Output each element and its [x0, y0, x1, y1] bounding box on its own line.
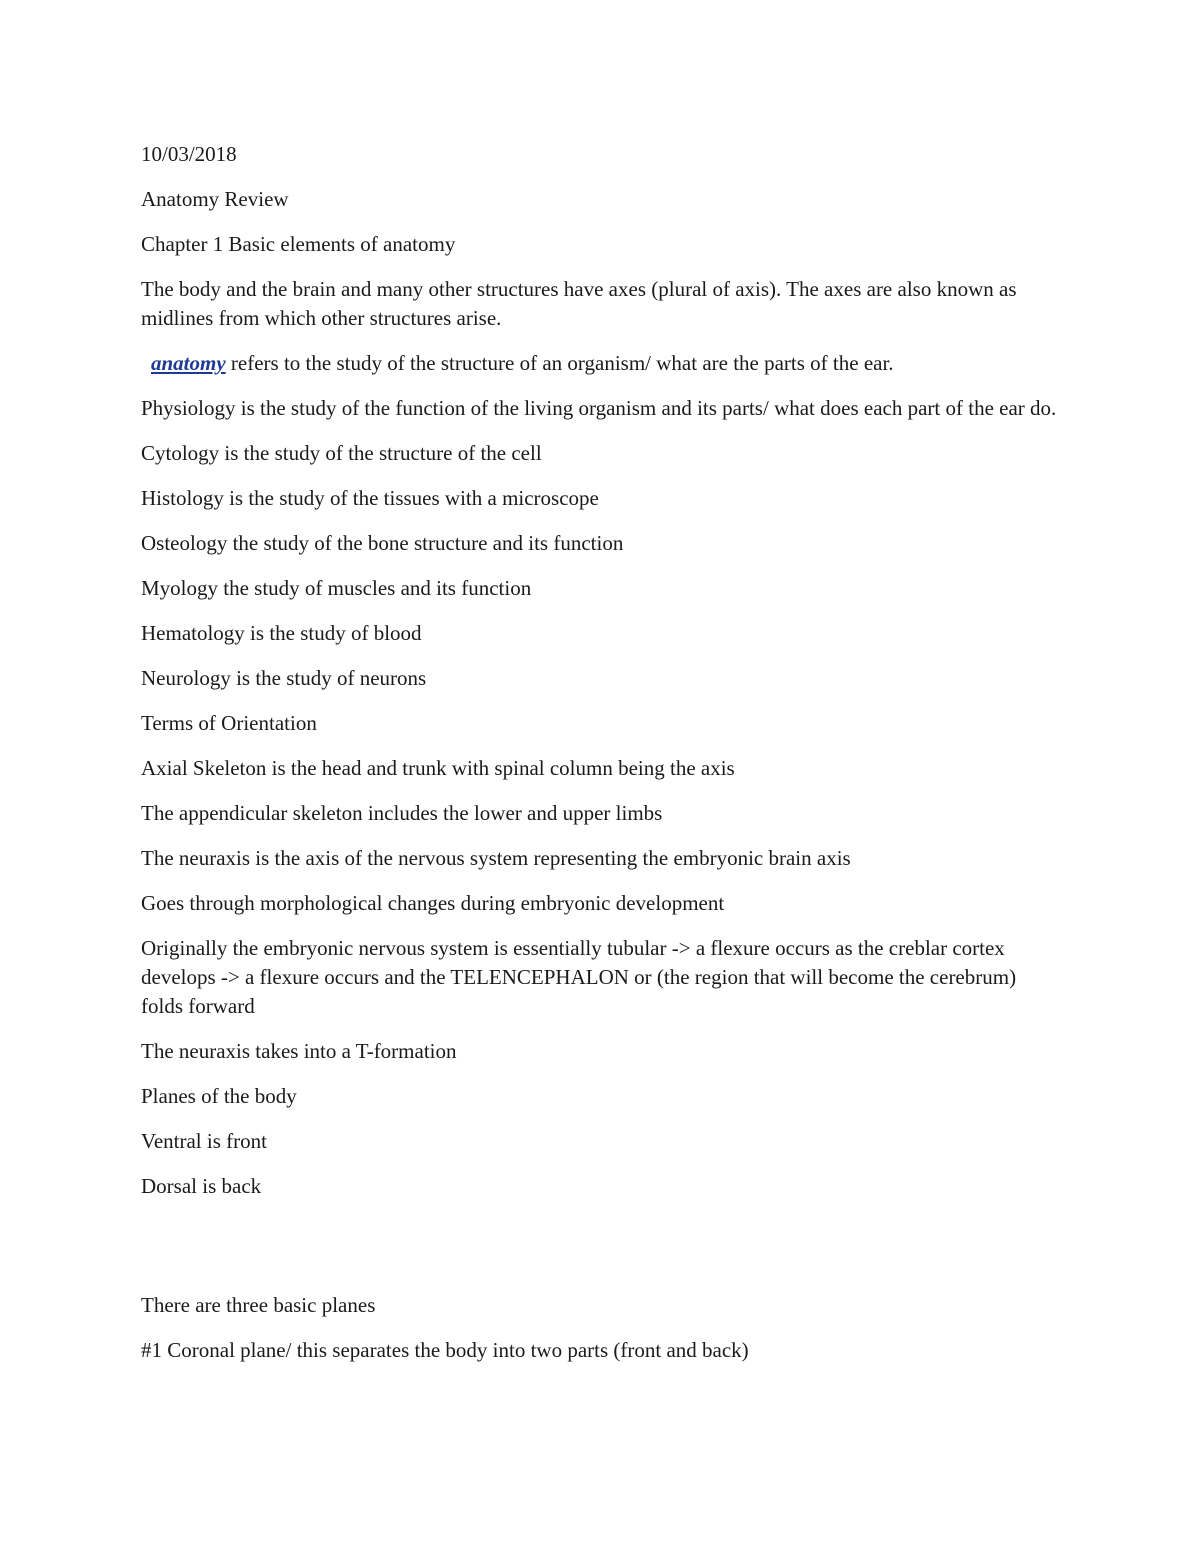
- appendicular-skeleton-line: The appendicular skeleton includes the lower and upper limbs: [141, 801, 663, 825]
- chapter-heading: Chapter 1 Basic elements of anatomy: [141, 232, 456, 256]
- embryonic-system-paragraph: Originally the embryonic nervous system is essentially tubular -> a flexure occurs as the creblar cortex develops -> a flexure occurs and the TELENCEPHALON or (the region that will become the cerebrum) folds forward: [141, 936, 1017, 1018]
- axes-paragraph: The body and the brain and many other structures have axes (plural of axis). The axes are also known as midlines from which other structures arise.: [141, 277, 1017, 330]
- orientation-heading: Terms of Orientation: [141, 711, 317, 735]
- cytology-line: Cytology is the study of the structure of the cell: [141, 441, 542, 465]
- physiology-line: Physiology is the study of the function of the living organism and its parts/ what does each part of the ear do.: [141, 396, 1057, 420]
- anatomy-definition: refers to the study of the structure of an organism/ what are the parts of the ear.: [225, 351, 894, 375]
- document-title: Anatomy Review: [141, 187, 289, 211]
- dorsal-line: Dorsal is back: [141, 1174, 262, 1198]
- three-planes-line: There are three basic planes: [141, 1293, 376, 1317]
- document-date: 10/03/2018: [141, 142, 237, 166]
- osteology-line: Osteology the study of the bone structure and its function: [141, 531, 624, 555]
- ventral-line: Ventral is front: [141, 1129, 267, 1153]
- axial-skeleton-line: Axial Skeleton is the head and trunk with spinal column being the axis: [141, 756, 735, 780]
- histology-line: Histology is the study of the tissues with a microscope: [141, 486, 599, 510]
- hematology-line: Hematology is the study of blood: [141, 621, 422, 645]
- coronal-plane-line: #1 Coronal plane/ this separates the body into two parts (front and back): [141, 1338, 749, 1362]
- neuraxis-line: The neuraxis is the axis of the nervous system representing the embryonic brain axis: [141, 846, 851, 870]
- anatomy-definition-line: [141, 349, 1061, 378]
- t-formation-line: The neuraxis takes into a T-formation: [141, 1039, 457, 1063]
- neurology-line: Neurology is the study of neurons: [141, 666, 427, 690]
- myology-line: Myology the study of muscles and its function: [141, 576, 532, 600]
- morphological-changes-line: Goes through morphological changes during embryonic development: [141, 891, 725, 915]
- document-body: [141, 140, 1061, 1381]
- anatomy-term-link[interactable]: anatomy: [151, 351, 226, 375]
- planes-heading: Planes of the body: [141, 1084, 297, 1108]
